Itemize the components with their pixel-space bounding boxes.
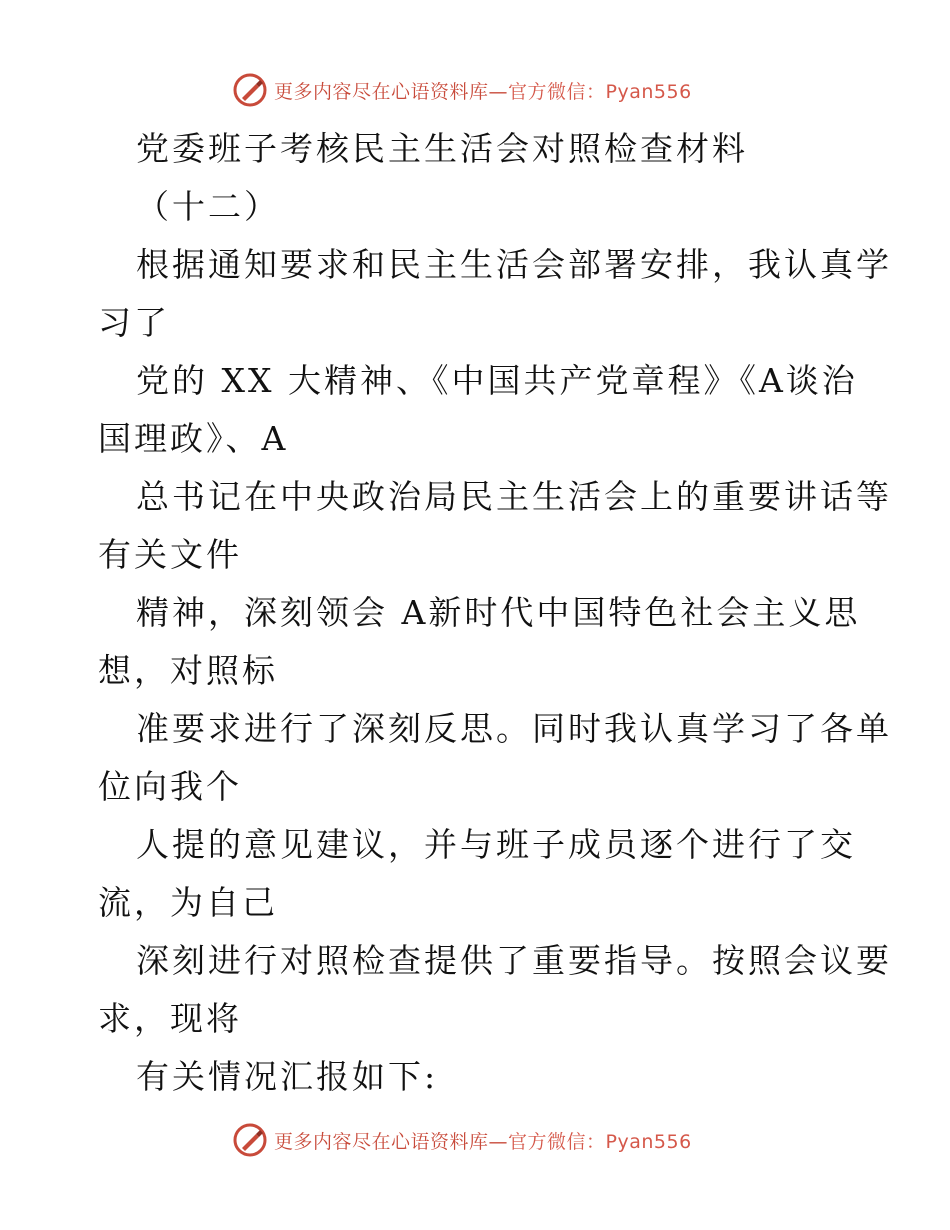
- text-line: 位向我个: [98, 767, 242, 806]
- text-line: 有关文件: [98, 535, 242, 574]
- watermark-dash: —: [488, 1130, 509, 1153]
- watermark-main-text: 更多内容尽在心语资料库: [274, 80, 489, 103]
- watermark-id: Pyan556: [605, 1130, 692, 1153]
- watermark-id: Pyan556: [605, 80, 692, 103]
- text-line: 流，为自己: [98, 883, 278, 922]
- text-line: 国理政》、A: [98, 419, 289, 458]
- watermark-label: 官方微信：: [508, 80, 606, 103]
- watermark-label: 官方微信：: [508, 1130, 606, 1153]
- text-line: 总书记在中央政治局民主生活会上的重要讲话等: [136, 477, 892, 516]
- text-line: 精神，深刻领会 A新时代中国特色社会主义思: [136, 593, 861, 632]
- pen-circle-logo-icon: [232, 1122, 268, 1158]
- header-watermark: [232, 70, 732, 110]
- text-line: 党的 XX 大精神、《中国共产党章程》《A谈治: [136, 361, 858, 400]
- document-title: 党委班子考核民主生活会对照检查材料: [136, 129, 748, 168]
- watermark-dash: —: [488, 80, 509, 103]
- pen-circle-logo-icon: [232, 72, 268, 108]
- text-line: 人提的意见建议，并与班子成员逐个进行了交: [136, 825, 856, 864]
- document-subtitle: （十二）: [136, 187, 280, 226]
- text-line: 求，现将: [98, 999, 242, 1038]
- text-line: 深刻进行对照检查提供了重要指导。按照会议要: [136, 941, 892, 980]
- document-body: [98, 120, 892, 1106]
- text-line: 根据通知要求和民主生活会部署安排，我认真学: [136, 245, 892, 284]
- footer-watermark: [232, 1120, 732, 1160]
- text-line: 想，对照标: [98, 651, 278, 690]
- text-line: 准要求进行了深刻反思。同时我认真学习了各单: [136, 709, 892, 748]
- text-line: 习了: [98, 303, 170, 342]
- watermark-main-text: 更多内容尽在心语资料库: [274, 1130, 489, 1153]
- text-line: 有关情况汇报如下:: [136, 1057, 439, 1096]
